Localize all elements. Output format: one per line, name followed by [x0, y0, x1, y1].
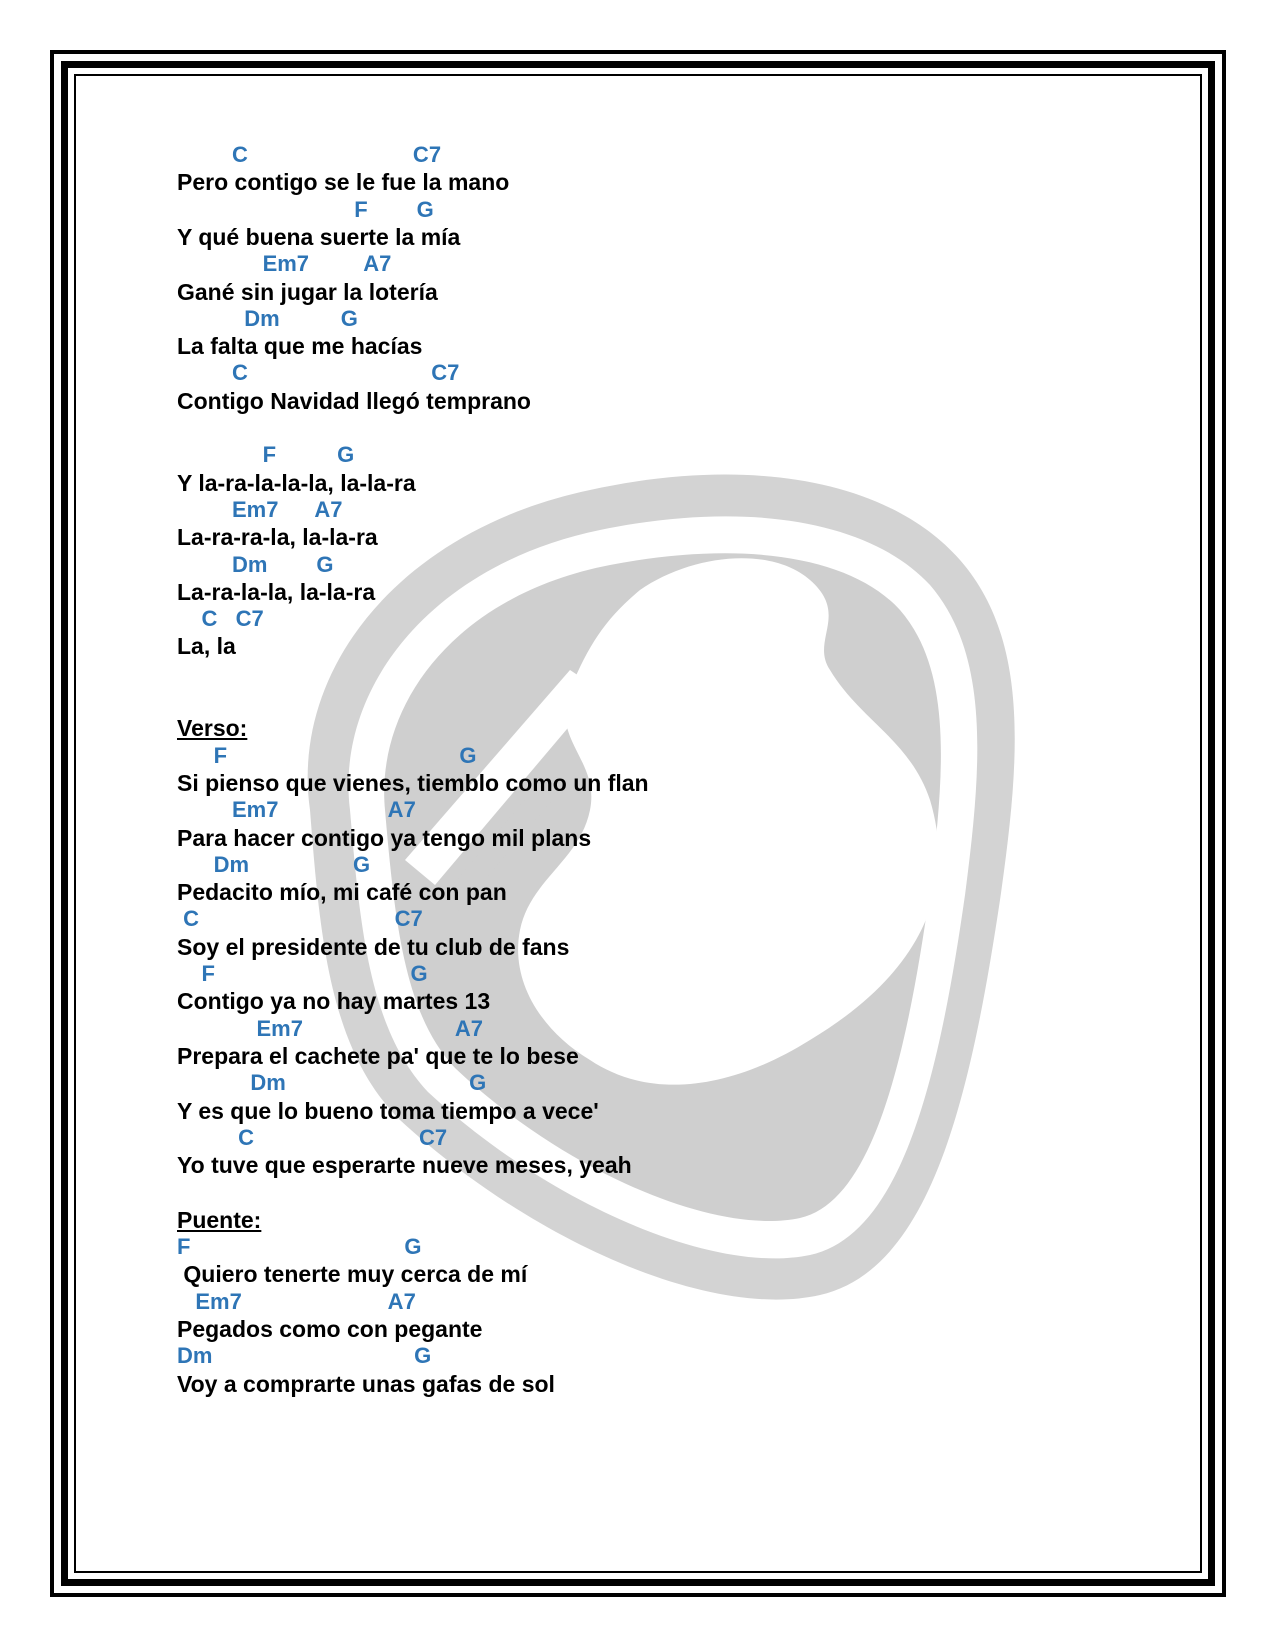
lyric-line: Quiero tenerte muy cerca de mí [177, 1261, 528, 1288]
lyric-line: Contigo Navidad llegó temprano [177, 387, 531, 414]
lyric-line: La, la [177, 633, 236, 660]
chord-line: Em7 A7 [177, 797, 416, 823]
lyric-line: La falta que me hacías [177, 333, 423, 360]
lyric-line: Si pienso que vienes, tiemblo como un flan [177, 769, 649, 796]
chord-line: Dm G [177, 1343, 432, 1369]
chord-line: F G [177, 1234, 422, 1259]
chord-line: Dm G [177, 1070, 487, 1096]
lyric-line: Soy el presidente de tu club de fans [177, 933, 570, 960]
lyric-line: Pegados como con pegante [177, 1315, 483, 1342]
lyric-line: Y qué buena suerte la mía [177, 223, 461, 250]
lyric-line: La-ra-la-la, la-la-ra [177, 578, 376, 605]
lyric-line: Y la-ra-la-la-la, la-la-ra [177, 469, 416, 496]
chord-line: Dm G [177, 851, 371, 877]
chord-line: C C7 [177, 606, 264, 632]
chord-line: C C7 [177, 1124, 448, 1150]
lyric-line: Yo tuve que esperarte nueve meses, yeah [177, 1152, 632, 1179]
chord-line: C C7 [177, 906, 423, 932]
lyric-line: Pero contigo se le fue la mano [177, 169, 510, 196]
lyric-line: La-ra-ra-la, la-la-ra [177, 524, 378, 551]
lyric-line: Prepara el cachete pa' que te lo bese [177, 1042, 579, 1069]
chord-line: Em7 A7 [177, 1015, 484, 1041]
lyric-line: Gané sin jugar la lotería [177, 278, 438, 305]
lyric-line: Para hacer contigo ya tengo mil plans [177, 824, 592, 851]
chord-line: F G [177, 442, 355, 468]
chord-line: F G [177, 196, 434, 222]
lyric-line: Contigo ya no hay martes 13 [177, 988, 491, 1015]
chord-line: Em7 A7 [177, 1288, 416, 1314]
chord-line: Em7 A7 [177, 251, 392, 277]
chord-line: Dm G [177, 551, 334, 577]
chord-line: F G [177, 742, 477, 768]
chord-line: C C7 [177, 360, 460, 386]
lyric-line: Voy a comprarte unas gafas de sol [177, 1370, 555, 1397]
section-heading: Puente: [177, 1206, 262, 1233]
section-heading: Verso: [177, 715, 248, 742]
lyric-line: Pedacito mío, mi café con pan [177, 879, 507, 906]
chord-line: Em7 A7 [177, 496, 343, 522]
chord-line: F G [177, 961, 428, 986]
chord-line: C C7 [177, 142, 442, 167]
chord-line: Dm G [177, 305, 358, 331]
lyric-line: Y es que lo bueno toma tiempo a vece' [177, 1097, 599, 1124]
